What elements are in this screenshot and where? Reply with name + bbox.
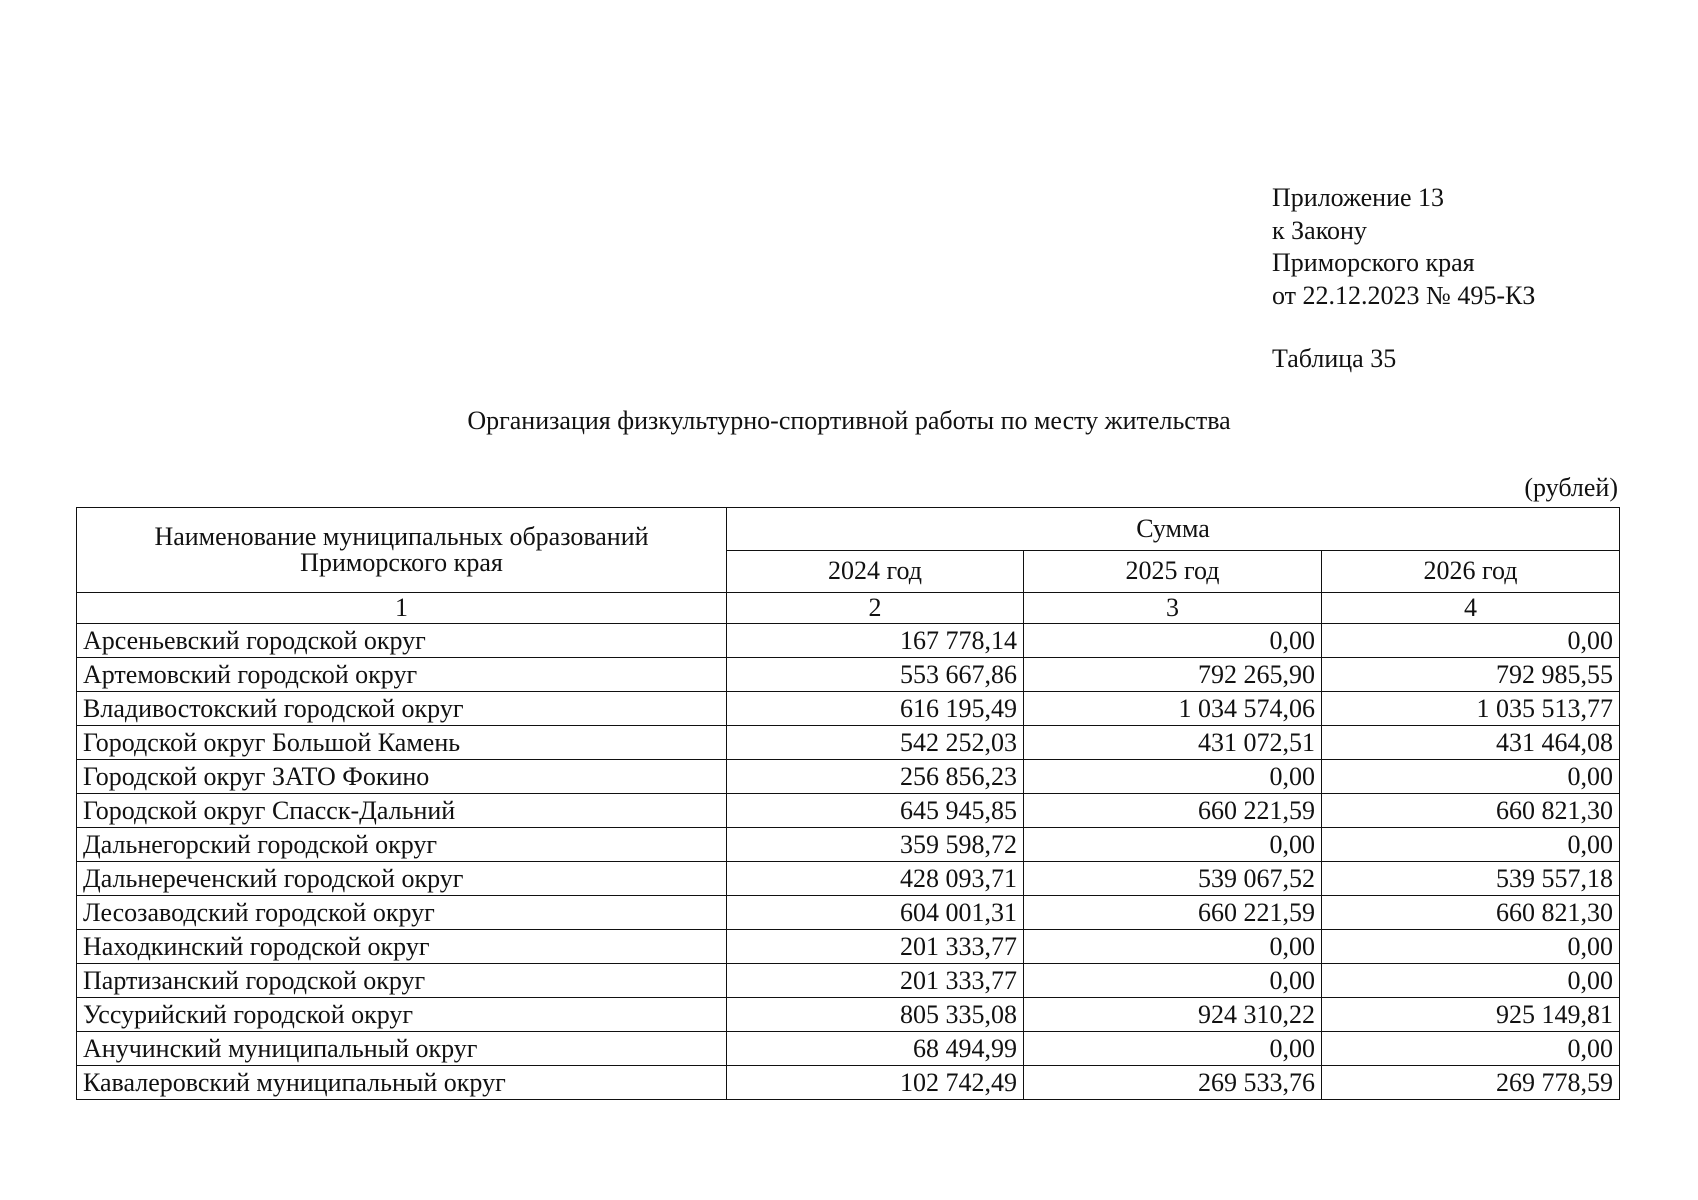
amount-2025: 1 034 574,06 bbox=[1024, 692, 1322, 726]
municipality-name: Городской округ Спасск-Дальний bbox=[77, 794, 727, 828]
municipality-name: Кавалеровский муниципальный округ bbox=[77, 1066, 727, 1100]
table-row bbox=[77, 692, 1620, 726]
amount-2026: 0,00 bbox=[1322, 930, 1620, 964]
amount-2026: 1 035 513,77 bbox=[1322, 692, 1620, 726]
column-number: 2 bbox=[727, 593, 1024, 624]
units-label: (рублей) bbox=[1524, 473, 1618, 502]
municipality-name: Лесозаводский городской округ bbox=[77, 896, 727, 930]
table-row bbox=[77, 726, 1620, 760]
table-row bbox=[77, 658, 1620, 692]
appendix-line: Приморского края bbox=[1272, 248, 1475, 277]
amount-2024: 201 333,77 bbox=[727, 964, 1024, 998]
amount-2026: 269 778,59 bbox=[1322, 1066, 1620, 1100]
amount-2024: 428 093,71 bbox=[727, 862, 1024, 896]
amount-2024: 359 598,72 bbox=[727, 828, 1024, 862]
amount-2025: 660 221,59 bbox=[1024, 794, 1322, 828]
table-row bbox=[77, 998, 1620, 1032]
column-header-sum: Сумма bbox=[727, 508, 1620, 551]
amount-2024: 256 856,23 bbox=[727, 760, 1024, 794]
amount-2026: 0,00 bbox=[1322, 624, 1620, 658]
amount-2026: 925 149,81 bbox=[1322, 998, 1620, 1032]
column-number: 1 bbox=[77, 593, 727, 624]
municipality-name: Анучинский муниципальный округ bbox=[77, 1032, 727, 1066]
appendix-line: от 22.12.2023 № 495-КЗ bbox=[1272, 280, 1536, 310]
budget-table bbox=[76, 507, 1620, 1100]
table-header-row bbox=[77, 508, 1620, 551]
amount-2026: 0,00 bbox=[1322, 760, 1620, 794]
municipality-name: Артемовский городской округ bbox=[77, 658, 727, 692]
column-header-name bbox=[77, 508, 727, 593]
amount-2024: 604 001,31 bbox=[727, 896, 1024, 930]
amount-2026: 660 821,30 bbox=[1322, 896, 1620, 930]
municipality-name: Городской округ Большой Камень bbox=[77, 726, 727, 760]
appendix-line: Приложение 13 bbox=[1272, 183, 1445, 212]
column-header-year: 2026 год bbox=[1322, 550, 1620, 593]
municipality-name: Дальнереченский городской округ bbox=[77, 862, 727, 896]
amount-2025: 269 533,76 bbox=[1024, 1066, 1322, 1100]
amount-2025: 431 072,51 bbox=[1024, 726, 1322, 760]
amount-2026: 0,00 bbox=[1322, 828, 1620, 862]
municipality-name: Городской округ ЗАТО Фокино bbox=[77, 760, 727, 794]
table-row bbox=[77, 862, 1620, 896]
column-header-line: Наименование муниципальных образований bbox=[154, 522, 649, 551]
table-row bbox=[77, 760, 1620, 794]
column-number-row bbox=[77, 593, 1620, 624]
amount-2025: 660 221,59 bbox=[1024, 896, 1322, 930]
amount-2024: 167 778,14 bbox=[727, 624, 1024, 658]
amount-2024: 542 252,03 bbox=[727, 726, 1024, 760]
column-header-year: 2025 год bbox=[1024, 550, 1322, 593]
column-number: 3 bbox=[1024, 593, 1322, 624]
column-number: 4 bbox=[1322, 593, 1620, 624]
amount-2026: 660 821,30 bbox=[1322, 794, 1620, 828]
amount-2026: 0,00 bbox=[1322, 1032, 1620, 1066]
amount-2024: 201 333,77 bbox=[727, 930, 1024, 964]
amount-2025: 0,00 bbox=[1024, 930, 1322, 964]
municipality-name: Уссурийский городской округ bbox=[77, 998, 727, 1032]
column-header-line: Приморского края bbox=[300, 548, 503, 577]
amount-2024: 616 195,49 bbox=[727, 692, 1024, 726]
table-row bbox=[77, 624, 1620, 658]
table-row bbox=[77, 964, 1620, 998]
table-row bbox=[77, 1066, 1620, 1100]
table-row bbox=[77, 896, 1620, 930]
amount-2025: 792 265,90 bbox=[1024, 658, 1322, 692]
table-number: Таблица 35 bbox=[1272, 344, 1397, 373]
amount-2026: 0,00 bbox=[1322, 964, 1620, 998]
amount-2025: 0,00 bbox=[1024, 1032, 1322, 1066]
amount-2026: 431 464,08 bbox=[1322, 726, 1620, 760]
table-row bbox=[77, 794, 1620, 828]
table-row bbox=[77, 1032, 1620, 1066]
municipality-name: Партизанский городской округ bbox=[77, 964, 727, 998]
amount-2025: 0,00 bbox=[1024, 760, 1322, 794]
amount-2024: 553 667,86 bbox=[727, 658, 1024, 692]
municipality-name: Дальнегорский городской округ bbox=[77, 828, 727, 862]
amount-2024: 645 945,85 bbox=[727, 794, 1024, 828]
amount-2024: 68 494,99 bbox=[727, 1032, 1024, 1066]
municipality-name: Арсеньевский городской округ bbox=[77, 624, 727, 658]
appendix-reference bbox=[1272, 182, 1535, 312]
amount-2025: 0,00 bbox=[1024, 964, 1322, 998]
amount-2025: 0,00 bbox=[1024, 828, 1322, 862]
amount-2026: 792 985,55 bbox=[1322, 658, 1620, 692]
amount-2024: 805 335,08 bbox=[727, 998, 1024, 1032]
municipality-name: Владивостокский городской округ bbox=[77, 692, 727, 726]
amount-2024: 102 742,49 bbox=[727, 1066, 1024, 1100]
amount-2025: 539 067,52 bbox=[1024, 862, 1322, 896]
table-row bbox=[77, 930, 1620, 964]
appendix-line: к Закону bbox=[1272, 215, 1367, 245]
amount-2025: 0,00 bbox=[1024, 624, 1322, 658]
amount-2025: 924 310,22 bbox=[1024, 998, 1322, 1032]
municipality-name: Находкинский городской округ bbox=[77, 930, 727, 964]
column-header-year: 2024 год bbox=[727, 550, 1024, 593]
table-row bbox=[77, 828, 1620, 862]
amount-2026: 539 557,18 bbox=[1322, 862, 1620, 896]
document-title: Организация физкультурно-спортивной работы по месту жительства bbox=[467, 406, 1231, 435]
